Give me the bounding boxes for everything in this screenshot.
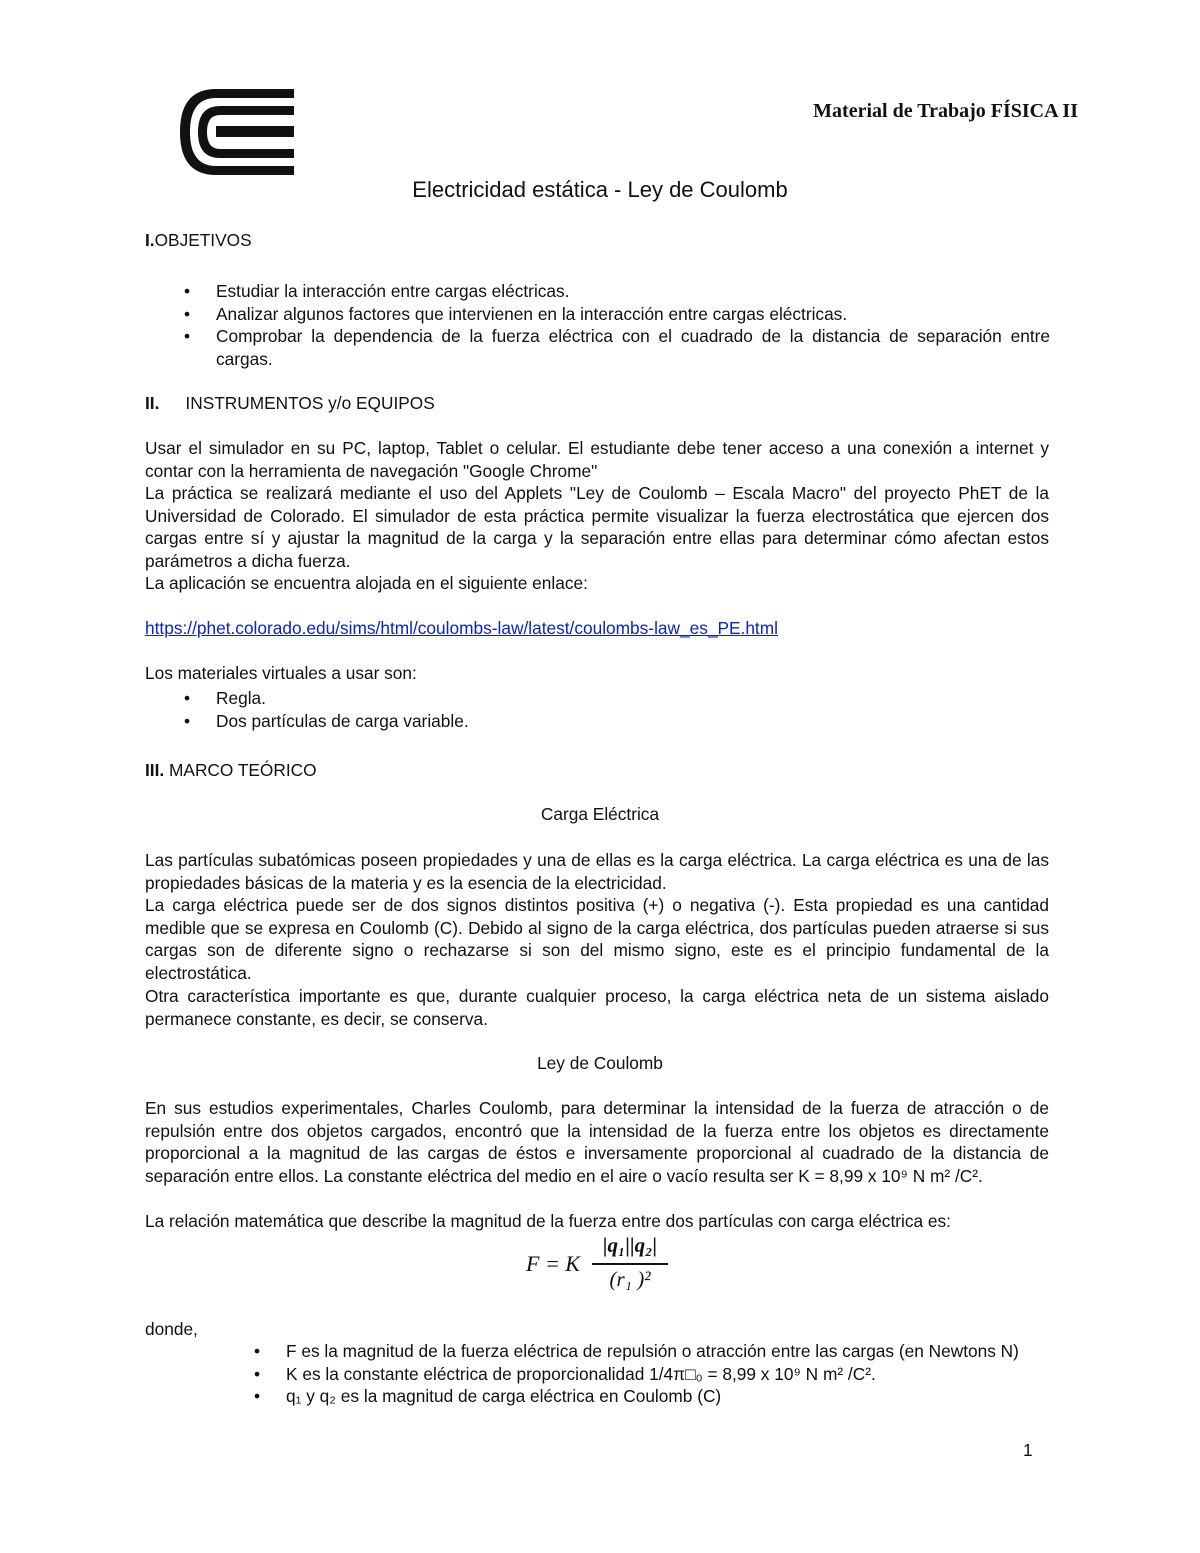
list-item: • Estudiar la interacción entre cargas eléctricas.	[184, 281, 570, 301]
bullet-icon: •	[254, 1341, 261, 1361]
carga-paragraph-2: La carga eléctrica puede ser de dos signos distintos positiva (+) o negativa (-). Esta propiedad es una cantidad medible que se expresa en Coulomb (C). Debido al signo de la carga eléctrica, dos partículas pueden atraerse si sus cargas son de diferente signo o rechazarse si son del mismo signo, este es el principio fundamental de la electrostática.	[145, 895, 1049, 983]
section-title: OBJETIVOS	[154, 230, 252, 250]
university-logo	[176, 86, 300, 178]
formula-denominator: (r₁ )²	[609, 1267, 651, 1291]
document-title: Electricidad estática - Ley de Coulomb	[412, 177, 788, 202]
section-objetivos-heading	[145, 230, 252, 251]
section-number: I.	[145, 230, 155, 250]
fraction-bar	[592, 1263, 668, 1265]
formula-lhs: F = K	[526, 1251, 580, 1276]
simulator-link[interactable]: https://phet.colorado.edu/sims/html/coulombs-law/latest/coulombs-law_es_PE.html	[145, 618, 778, 638]
carga-paragraph-1: Las partículas subatómicas poseen propiedades y una de ellas es la carga eléctrica. La carga eléctrica es una de las propiedades básicas de la materia y es la esencia de la electricidad.	[145, 850, 1049, 893]
page-number: 1	[1023, 1440, 1033, 1460]
bullet-icon: •	[254, 1386, 261, 1407]
formula-numerator: |q₁||q₂|	[602, 1233, 658, 1257]
section-instrumentos-heading	[145, 393, 435, 414]
bullet-icon: •	[184, 326, 191, 347]
carga-paragraph-3: Otra característica importante es que, durante cualquier proceso, la carga eléctrica neta de un sistema aislado permanece constante, es decir, se conserva.	[145, 986, 1049, 1029]
subheading-coulomb: Ley de Coulomb	[537, 1053, 663, 1073]
link-intro: La aplicación se encuentra alojada en el siguiente enlace:	[145, 573, 588, 593]
coulomb-formula	[526, 1233, 676, 1293]
coulomb-paragraph-2: La relación matemática que describe la magnitud de la fuerza entre dos partículas con carga eléctrica es:	[145, 1211, 951, 1231]
definitions-list	[254, 1340, 1050, 1408]
bullet-icon: •	[184, 281, 191, 301]
materials-list	[184, 687, 1050, 732]
applet-paragraph: La práctica se realizará mediante el uso del Applets "Ley de Coulomb – Escala Macro" del proyecto PhET de la Universidad de Colorado. El simulador de esta práctica permite visualizar la fuerza electrostática que ejercen dos cargas entre sí y ajustar la magnitud de la carga y la separación entre ellas para determinar cómo afectan estos parámetros a dicha fuerza.	[145, 483, 1049, 571]
list-item: • Dos partículas de carga variable.	[184, 710, 469, 731]
bullet-icon: •	[184, 303, 191, 324]
bullet-icon: •	[254, 1363, 261, 1384]
subheading-carga: Carga Eléctrica	[540, 804, 660, 824]
bullet-icon: •	[184, 710, 191, 731]
section-marco-heading	[145, 760, 317, 781]
section-number: III.	[145, 760, 165, 780]
list-item: • K es la constante eléctrica de proporcionalidad 1/4π□₀ = 8,99 x 10⁹ N m² /C².	[254, 1363, 876, 1384]
instruments-paragraph: Usar el simulador en su PC, laptop, Tablet o celular. El estudiante debe tener acceso a una conexión a internet y contar con la herramienta de navegación "Google Chrome"	[145, 438, 1049, 481]
list-item: • Regla.	[184, 688, 266, 708]
list-item: • Analizar algunos factores que intervienen en la interacción entre cargas eléctricas.	[184, 303, 848, 324]
list-item: • q₁ y q₂ es la magnitud de carga eléctrica en Coulomb (C)	[254, 1386, 722, 1407]
section-title: INSTRUMENTOS y/o EQUIPOS	[185, 393, 435, 413]
logo-c-icon	[176, 86, 300, 178]
header-title: Material de Trabajo FÍSICA II	[813, 100, 1078, 122]
materials-intro: Los materiales virtuales a usar son:	[145, 663, 417, 683]
section-number: II.	[145, 393, 160, 413]
objectives-list	[184, 280, 1050, 370]
bullet-icon: •	[184, 688, 191, 708]
coulomb-paragraph-1: En sus estudios experimentales, Charles Coulomb, para determinar la intensidad de la fuerza de atracción o de repulsión entre dos objetos cargados, encontró que la intensidad de la fuerza entre los objetos es directamente proporcional a la magnitud de las cargas de éstos e inversamente proporcional al cuadrado de la distancia de separación entre ellos. La constante eléctrica del medio en el aire o vacío resulta ser K = 8,99 x 10⁹ N m² /C².	[145, 1098, 1049, 1186]
section-title: MARCO TEÓRICO	[169, 760, 317, 780]
list-item: • Comprobar la dependencia de la fuerza eléctrica con el cuadrado de la distancia de separación entre cargas.	[184, 326, 1050, 369]
list-item: • F es la magnitud de la fuerza eléctrica de repulsión o atracción entre las cargas (en Newtons N)	[254, 1341, 1019, 1361]
donde-label: donde,	[145, 1319, 198, 1339]
simulator-link-row	[145, 617, 1049, 640]
